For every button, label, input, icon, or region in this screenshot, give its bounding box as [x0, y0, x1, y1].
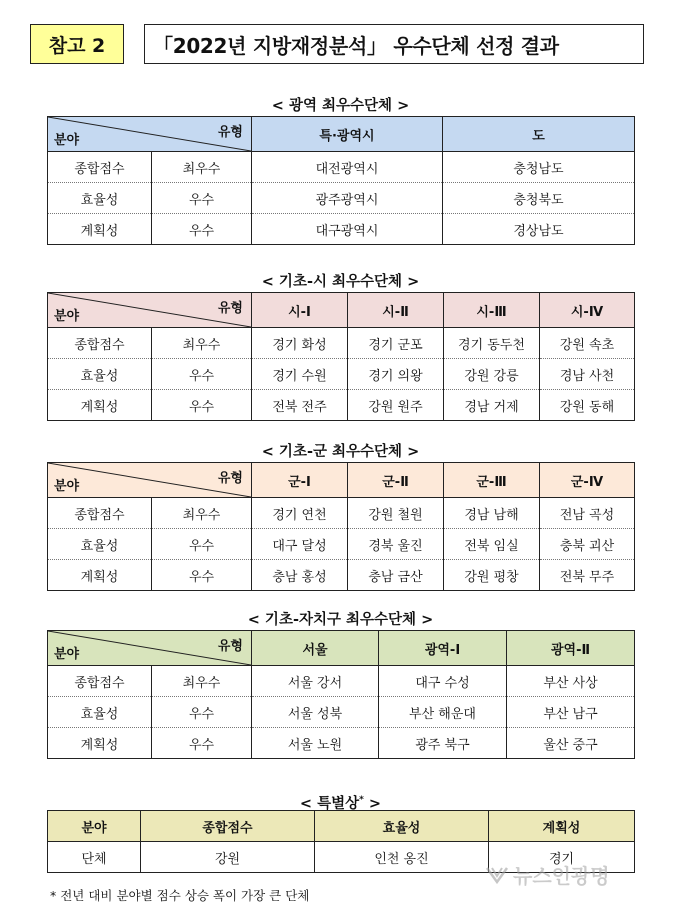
corner-header — [48, 117, 252, 152]
column-header: 시-Ⅳ — [540, 293, 635, 328]
county-table — [47, 462, 635, 591]
corner-header — [48, 463, 252, 498]
column-header: 군-Ⅲ — [444, 463, 540, 498]
winner-cell: 경남 사천 — [540, 359, 635, 390]
winner-cell: 부산 남구 — [507, 697, 635, 728]
column-header: 광역-Ⅱ — [507, 631, 635, 666]
winner-cell: 충남 금산 — [348, 560, 444, 591]
footnote: * 전년 대비 분야별 점수 상승 폭이 가장 큰 단체 — [50, 888, 310, 903]
field-cell: 계획성 — [48, 390, 152, 421]
special-title-mark: * — [359, 795, 364, 805]
corner-header — [48, 293, 252, 328]
special-title: < 특별상 — [299, 795, 360, 812]
winner-cell: 광주 북구 — [379, 728, 507, 759]
winner-cell: 대구광역시 — [252, 214, 443, 245]
winner-cell: 대전광역시 — [252, 152, 443, 183]
column-header: 시-Ⅱ — [348, 293, 444, 328]
type-label: 유형 — [217, 301, 243, 316]
table-row — [48, 328, 635, 359]
winner-cell: 충북 괴산 — [540, 529, 635, 560]
winner-cell: 경기 의왕 — [348, 359, 444, 390]
grade-cell: 최우수 — [152, 666, 252, 697]
type-label: 유형 — [217, 639, 243, 654]
winner-cell: 광주광역시 — [252, 183, 443, 214]
grade-cell: 우수 — [152, 560, 252, 591]
winner-cell: 부산 해운대 — [379, 697, 507, 728]
table-row — [48, 666, 635, 697]
section-city — [47, 272, 634, 421]
winner-cell: 경기 화성 — [252, 328, 348, 359]
winner-cell: 강원 철원 — [348, 498, 444, 529]
winner-cell: 전북 무주 — [540, 560, 635, 591]
type-label: 유형 — [217, 125, 243, 140]
column-header: 도 — [443, 117, 635, 152]
table-row — [48, 728, 635, 759]
section-title: < 기초-군 최우수단체 > — [261, 444, 420, 460]
winner-cell: 경기 동두천 — [444, 328, 540, 359]
watermark-text: 뉴스인광명 — [513, 864, 610, 888]
winner-cell: 경남 거제 — [444, 390, 540, 421]
table-row — [48, 214, 635, 245]
table-row — [48, 390, 635, 421]
field-cell: 종합점수 — [48, 328, 152, 359]
grade-cell: 우수 — [152, 697, 252, 728]
field-cell: 단체 — [48, 842, 141, 873]
table-row — [48, 560, 635, 591]
column-header: 시-Ⅲ — [444, 293, 540, 328]
field-cell: 계획성 — [48, 560, 152, 591]
winner-cell: 경기 수원 — [252, 359, 348, 390]
field-cell: 효율성 — [48, 697, 152, 728]
document-header — [30, 24, 644, 68]
winner-cell: 서울 성북 — [252, 697, 379, 728]
grade-cell: 우수 — [152, 183, 252, 214]
column-header: 계획성 — [489, 811, 635, 842]
special-title-end: > — [363, 795, 382, 812]
winner-cell: 서울 노원 — [252, 728, 379, 759]
grade-cell: 우수 — [152, 359, 252, 390]
grade-cell: 최우수 — [152, 152, 252, 183]
winner-cell: 강원 동해 — [540, 390, 635, 421]
table-row — [48, 529, 635, 560]
grade-cell: 우수 — [152, 728, 252, 759]
field-cell: 효율성 — [48, 359, 152, 390]
column-header: 시-Ⅰ — [252, 293, 348, 328]
corner-header — [48, 631, 252, 666]
winner-cell: 인천 옹진 — [315, 842, 489, 873]
section-district — [47, 610, 634, 759]
winner-cell: 충청남도 — [443, 152, 635, 183]
field-cell: 효율성 — [48, 183, 152, 214]
winner-cell: 대구 달성 — [252, 529, 348, 560]
winner-cell: 전북 전주 — [252, 390, 348, 421]
winner-cell: 강원 강릉 — [444, 359, 540, 390]
grade-cell: 최우수 — [152, 498, 252, 529]
winner-cell: 충청북도 — [443, 183, 635, 214]
field-cell: 종합점수 — [48, 498, 152, 529]
field-cell: 종합점수 — [48, 666, 152, 697]
column-header: 광역-Ⅰ — [379, 631, 507, 666]
grade-cell: 우수 — [152, 529, 252, 560]
field-label: 분야 — [54, 309, 80, 324]
column-header: 군-Ⅱ — [348, 463, 444, 498]
winner-cell: 경기 — [489, 842, 635, 873]
section-title — [47, 790, 634, 810]
winner-cell: 강원 속초 — [540, 328, 635, 359]
metro-table — [47, 116, 635, 245]
watermark — [485, 860, 610, 889]
field-cell: 계획성 — [48, 728, 152, 759]
field-cell: 종합점수 — [48, 152, 152, 183]
district-table — [47, 630, 635, 759]
winner-cell: 경남 남해 — [444, 498, 540, 529]
city-table — [47, 292, 635, 421]
winner-cell: 강원 원주 — [348, 390, 444, 421]
field-label: 분야 — [54, 479, 80, 494]
winner-cell: 부산 사상 — [507, 666, 635, 697]
page-title: 「2022년 지방재정분석」 우수단체 선정 결과 — [144, 24, 644, 64]
winner-cell: 대구 수성 — [379, 666, 507, 697]
field-cell: 계획성 — [48, 214, 152, 245]
watermark-logo-icon — [485, 864, 509, 886]
winner-cell: 서울 강서 — [252, 666, 379, 697]
reference-tag: 참고 2 — [30, 24, 124, 64]
column-header: 특·광역시 — [252, 117, 443, 152]
table-row — [48, 359, 635, 390]
column-header: 효율성 — [315, 811, 489, 842]
winner-cell: 경북 울진 — [348, 529, 444, 560]
section-county — [47, 442, 634, 591]
winner-cell: 충남 홍성 — [252, 560, 348, 591]
winner-cell: 경기 군포 — [348, 328, 444, 359]
column-header: 군-Ⅰ — [252, 463, 348, 498]
grade-cell: 최우수 — [152, 328, 252, 359]
section-title: < 기초-자치구 최우수단체 > — [247, 612, 434, 628]
grade-cell: 우수 — [152, 214, 252, 245]
winner-cell: 경기 연천 — [252, 498, 348, 529]
field-label: 분야 — [54, 647, 80, 662]
field-label: 분야 — [54, 133, 80, 148]
column-header: 서울 — [252, 631, 379, 666]
section-title: < 기초-시 최우수단체 > — [261, 274, 420, 290]
table-row — [48, 498, 635, 529]
column-header: 분야 — [48, 811, 141, 842]
table-row — [48, 697, 635, 728]
type-label: 유형 — [217, 471, 243, 486]
column-header: 군-Ⅳ — [540, 463, 635, 498]
winner-cell: 전남 곡성 — [540, 498, 635, 529]
column-header: 종합점수 — [141, 811, 315, 842]
grade-cell: 우수 — [152, 390, 252, 421]
winner-cell: 울산 중구 — [507, 728, 635, 759]
section-metro — [47, 96, 634, 245]
table-row — [48, 183, 635, 214]
winner-cell: 강원 평창 — [444, 560, 540, 591]
section-title: < 광역 최우수단체 > — [271, 98, 410, 114]
winner-cell: 경상남도 — [443, 214, 635, 245]
table-row — [48, 152, 635, 183]
winner-cell: 전북 임실 — [444, 529, 540, 560]
field-cell: 효율성 — [48, 529, 152, 560]
winner-cell: 강원 — [141, 842, 315, 873]
